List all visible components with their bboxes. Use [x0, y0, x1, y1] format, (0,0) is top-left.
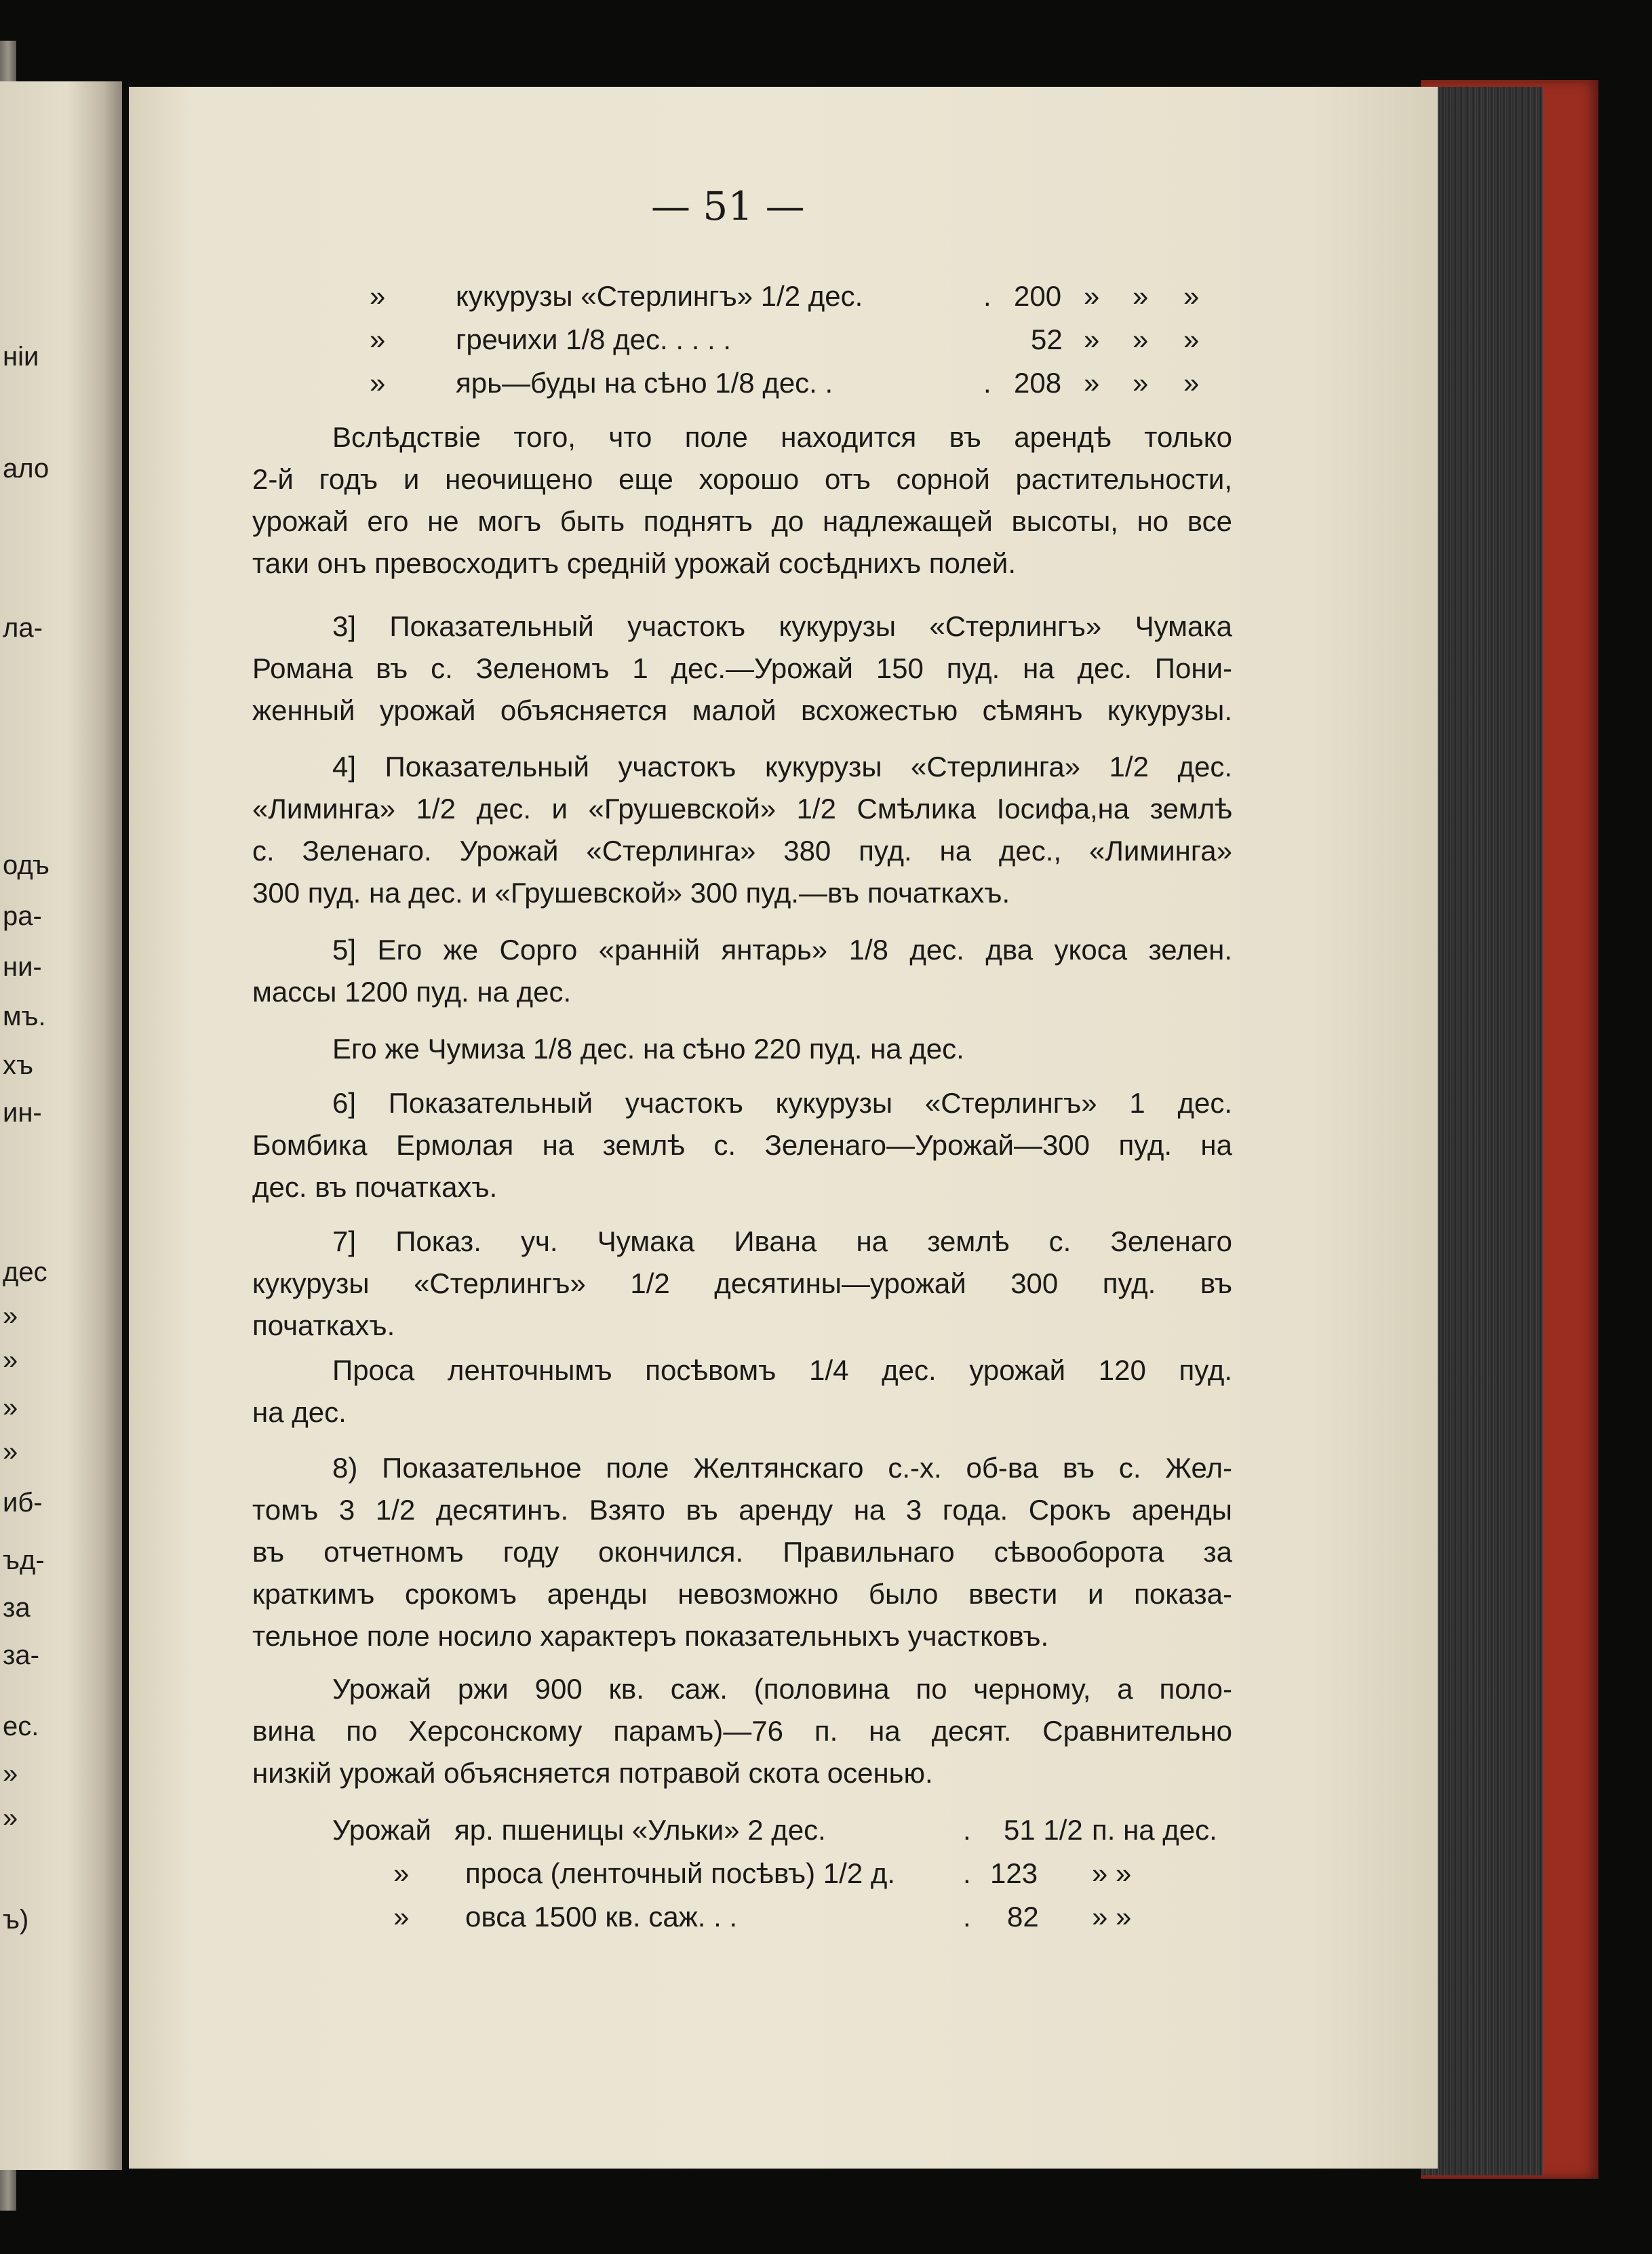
text-line: Романа въ с. Зеленомъ 1 дес.—Урожай 150 пуд. на дес. Пони-	[252, 652, 1232, 684]
table-value: 82	[1007, 1901, 1039, 1933]
text-line: дес. въ початкахъ.	[252, 1171, 498, 1203]
page-block-edges	[1421, 87, 1543, 2175]
previous-page-fragment: мъ.	[3, 1002, 46, 1031]
table-unit: » »	[1092, 1901, 1132, 1933]
ditto-mark: »	[1133, 323, 1149, 355]
text-line: кукурузы «Стерлингъ» 1/2 десятины—урожай 300 пуд. въ	[252, 1267, 1232, 1299]
table-item: яр. пшеницы «Ульки» 2 дес.	[454, 1814, 826, 1846]
table-item: гречихи 1/8 дес. . . . .	[456, 323, 732, 355]
table-item: кукурузы «Стерлингъ» 1/2 дес.	[456, 280, 863, 312]
text-line: 5] Его же Сорго «раннiй янтарь» 1/8 дес. два укоса зелен.	[332, 934, 1232, 966]
text-line: краткимъ срокомъ аренды невозможно было ввести и показа-	[252, 1578, 1232, 1610]
text-line: на дес.	[252, 1396, 347, 1428]
text-line: Бомбика Ермолая на землѣ с. Зеленаго—Урожай—300 пуд. на	[252, 1129, 1232, 1161]
text-line: таки онъ превосходитъ среднiй урожай сосѣднихъ полей.	[252, 547, 1016, 579]
page-number: — 51 —	[651, 183, 805, 229]
paragraph	[252, 606, 1232, 732]
text-line: 7] Показ. уч. Чумака Ивана на землѣ с. Зеленаго	[332, 1225, 1232, 1257]
leader-dot: .	[963, 1901, 971, 1933]
previous-page-fragment: ало	[3, 454, 50, 483]
text-line: 6] Показательный участокъ кукурузы «Стерлингъ» 1 дес.	[332, 1087, 1232, 1119]
text-line: вина по Херсонскому парамъ)—76 п. на десят. Сравнительно	[252, 1715, 1232, 1747]
text-line: Проса ленточнымъ посѣвомъ 1/4 дес. урожай 120 пуд.	[332, 1354, 1232, 1386]
table-item: овса 1500 кв. саж. . .	[465, 1901, 738, 1933]
text-line: томъ 3 1/2 десятинъ. Взято въ аренду на 3 года. Срокъ аренды	[252, 1494, 1232, 1526]
previous-page-fragment: дес	[3, 1257, 47, 1287]
table-value: 51 1/2	[1004, 1814, 1083, 1846]
ditto-mark: »	[393, 1901, 410, 1933]
table-value: 200	[1014, 280, 1062, 312]
previous-page-fragment: »	[3, 1393, 18, 1423]
previous-page-fragment: ин-	[3, 1098, 42, 1128]
ditto-mark: »	[1084, 367, 1100, 399]
leader-dot: .	[963, 1814, 971, 1846]
text-line: урожай его не могъ быть поднятъ до надлежащей высоты, но все	[252, 505, 1232, 537]
leader-dot: .	[983, 280, 991, 312]
previous-page-fragment: за	[3, 1593, 31, 1623]
previous-page-fragment: ни-	[3, 952, 42, 982]
text-line: 300 пуд. на дес. и «Грушевской» 300 пуд.—въ початкахъ.	[252, 877, 1010, 909]
paragraph	[252, 929, 1232, 1013]
leader-dot: .	[983, 367, 991, 399]
text-line: «Лиминга» 1/2 дес. и «Грушевской» 1/2 Смѣлика Іосифа,на землѣ	[252, 793, 1232, 825]
previous-page-fragment: ес.	[3, 1712, 39, 1741]
text-line: початкахъ.	[252, 1309, 395, 1341]
previous-page-fragment: »	[3, 1759, 18, 1789]
previous-page-fragment: »	[3, 1803, 18, 1833]
table-item: проса (ленточный посѣвъ) 1/2 д.	[465, 1857, 896, 1889]
ditto-mark: »	[1183, 367, 1200, 399]
paragraph	[252, 1082, 1232, 1208]
paragraph	[252, 1349, 1232, 1434]
previous-page-fragment: ра-	[3, 901, 42, 931]
ditto-mark: »	[1183, 280, 1200, 312]
table-unit: п. на дес.	[1092, 1814, 1217, 1846]
text-line: с. Зеленаго. Урожай «Стерлинга» 380 пуд. на дес., «Лиминга»	[252, 835, 1232, 867]
previous-page-fragment: иб-	[3, 1488, 43, 1518]
previous-page-fragment: хъ	[3, 1050, 33, 1080]
ditto-mark: »	[393, 1857, 410, 1889]
text-line: 3] Показательный участокъ кукурузы «Стерлингъ» Чумака	[332, 610, 1232, 642]
ditto-mark: »	[370, 280, 386, 312]
previous-page-fragment: »	[3, 1345, 18, 1375]
previous-page-fragment: одъ	[3, 850, 50, 880]
text-line: Урожай ржи 900 кв. саж. (половина по черному, а поло-	[332, 1673, 1232, 1705]
text-line: въ отчетномъ году окончился. Правильнаго сѣвооборота за	[252, 1536, 1232, 1568]
table-unit: » »	[1092, 1857, 1132, 1889]
table-value: 123	[990, 1857, 1038, 1889]
text-line: женный урожай объясняется малой всхожестью сѣмянъ кукурузы.	[252, 694, 1232, 726]
ditto-mark: »	[1084, 323, 1100, 355]
previous-page-fragment: ъд-	[3, 1545, 45, 1575]
ditto-mark: »	[370, 367, 386, 399]
text-line: 4] Показательный участокъ кукурузы «Стерлинга» 1/2 дес.	[332, 751, 1232, 783]
paragraph	[252, 1668, 1232, 1794]
text-line: тельное поле носило характеръ показательныхъ участковъ.	[252, 1620, 1049, 1652]
paragraph	[252, 746, 1232, 914]
ditto-mark: »	[1133, 367, 1149, 399]
table-value: 52	[1031, 323, 1063, 355]
previous-page-fragment: ъ)	[3, 1905, 29, 1935]
table-item: ярь—буды на сѣно 1/8 дес. .	[456, 367, 833, 399]
leader-dot: .	[963, 1857, 971, 1889]
text-line: 8) Показательное поле Желтянскаго с.-х. об-ва въ с. Жел-	[332, 1452, 1232, 1484]
text-line: низкiй урожай объясняется потравой скота осенью.	[252, 1757, 933, 1789]
table-lead: Урожай	[332, 1814, 431, 1846]
previous-page-fragment: »	[3, 1437, 18, 1467]
ditto-mark: »	[1084, 280, 1100, 312]
text-line: массы 1200 пуд. на дес.	[252, 976, 572, 1008]
previous-page-fragment: за-	[3, 1640, 39, 1670]
paragraph	[252, 416, 1232, 585]
previous-page-fragment: »	[3, 1301, 18, 1331]
paragraph	[252, 1221, 1232, 1347]
ditto-mark: »	[1183, 323, 1200, 355]
table-value: 208	[1014, 367, 1062, 399]
previous-page-fragment: ла-	[3, 613, 43, 643]
previous-page-fragment: нiи	[3, 342, 39, 372]
ditto-mark: »	[1133, 280, 1149, 312]
paragraph: Его же Чумиза 1/8 дес. на сѣно 220 пуд. на дес.	[332, 1033, 964, 1065]
text-line: Вслѣдствіе того, что поле находится въ арендѣ только	[332, 421, 1232, 453]
text-line: 2-й годъ и неочищено еще хорошо отъ сорной растительности,	[252, 463, 1232, 495]
ditto-mark: »	[370, 323, 386, 355]
paragraph	[252, 1447, 1232, 1657]
